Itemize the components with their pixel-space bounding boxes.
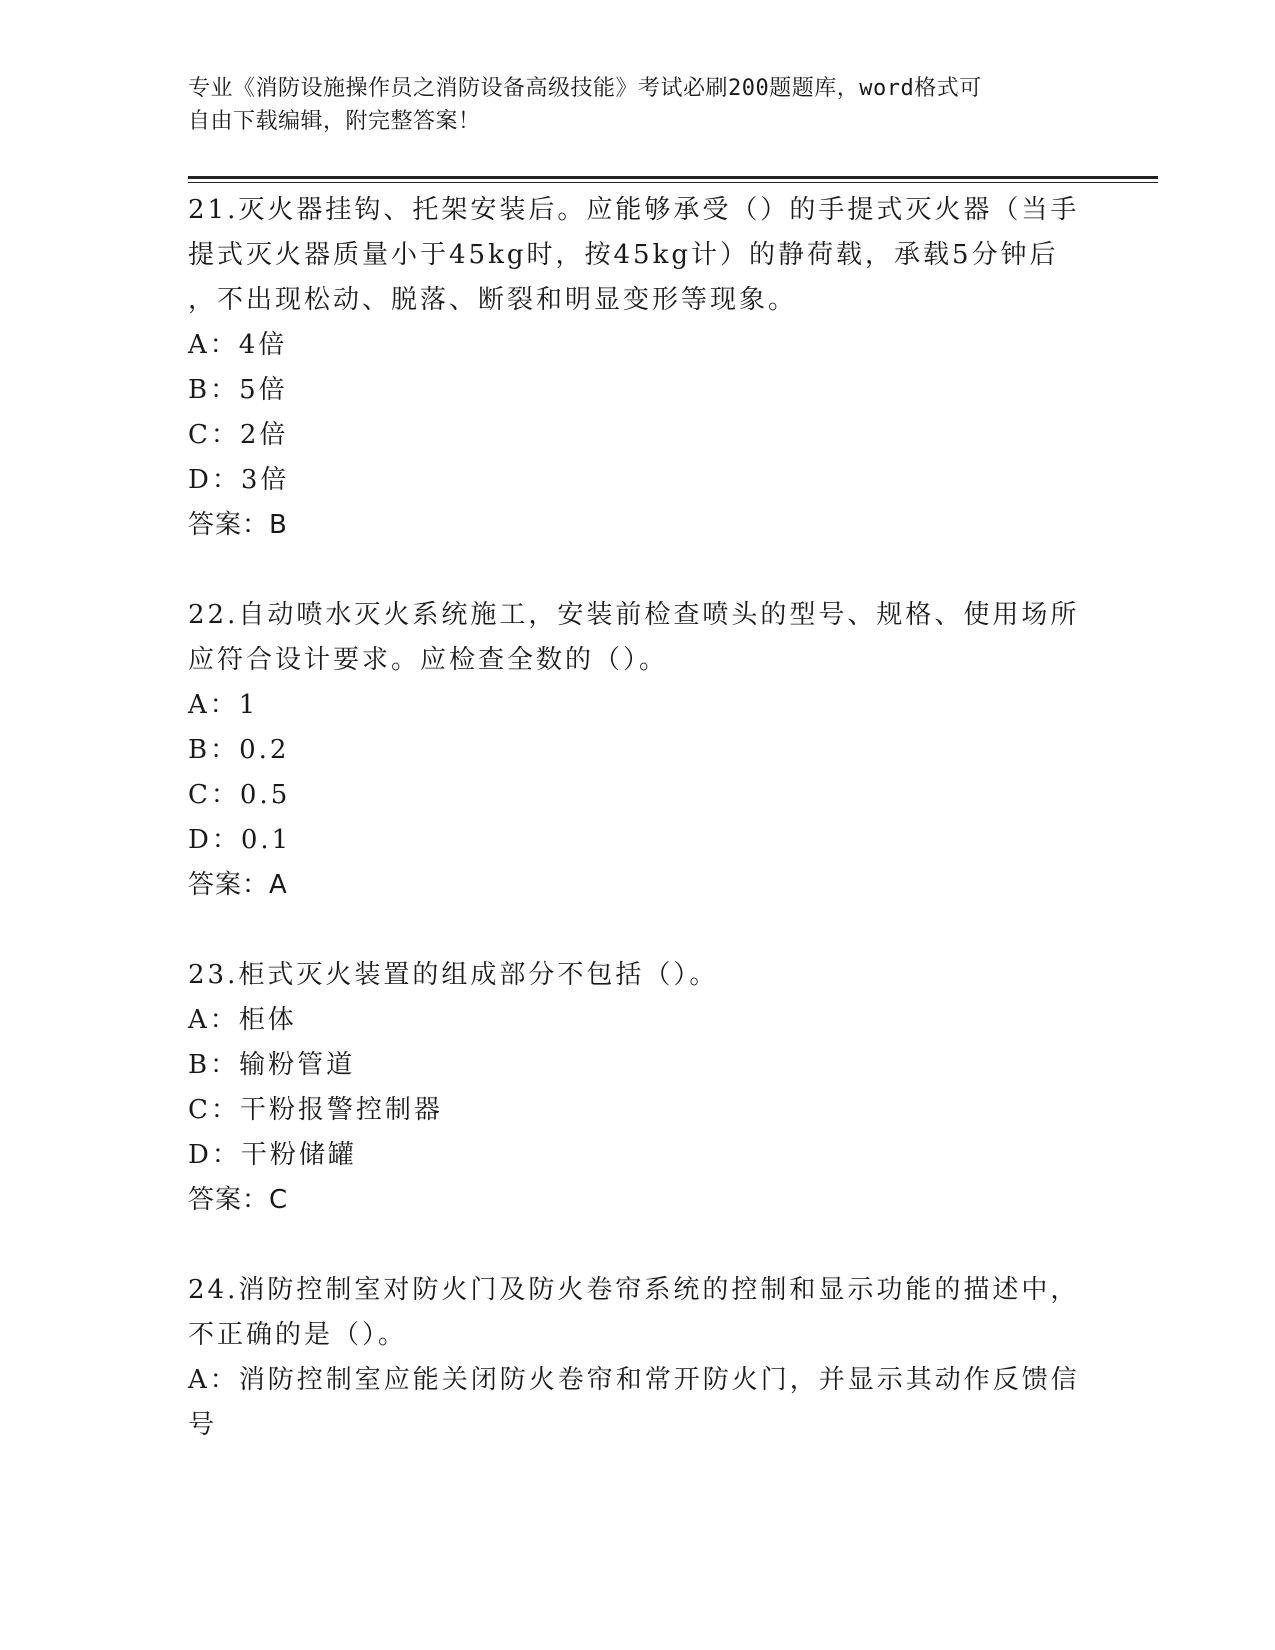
stem-line: 21.灭火器挂钩、托架安装后。应能够承受（）的手提式灭火器（当手	[188, 195, 1080, 225]
option-c: C：2倍	[188, 420, 289, 450]
document-header	[188, 72, 1068, 138]
question-22	[188, 593, 1088, 908]
header-divider-thick	[188, 176, 1158, 179]
answer: 答案：C	[188, 1185, 289, 1215]
stem-line: ，不出现松动、脱落、断裂和明显变形等现象。	[188, 285, 798, 315]
stem-line: 22.自动喷水灭火系统施工，安装前检查喷头的型号、规格、使用场所	[188, 600, 1080, 630]
question-list	[188, 188, 1088, 1448]
question-23	[188, 953, 1088, 1223]
option-d: D：0.1	[188, 825, 292, 855]
question-stem	[188, 188, 1088, 323]
header-divider-thin	[188, 182, 1158, 183]
question-stem	[188, 953, 1088, 998]
option-a: A：消防控制室应能关闭防火卷帘和常开防火门，并显示其动作反馈信	[188, 1365, 1080, 1395]
header-line-2: 自由下载编辑，附完整答案！	[188, 109, 481, 134]
option-a: A：1	[188, 690, 259, 720]
stem-line: 应符合设计要求。应检查全数的（）。	[188, 645, 669, 675]
header-line-1: 专业《消防设施操作员之消防设备高级技能》考试必刷200题题库，word格式可	[188, 76, 982, 101]
stem-line: 提式灭火器质量小于45kg时，按45kg计）的静荷载，承载5分钟后	[188, 240, 1059, 270]
answer: 答案：B	[188, 510, 288, 540]
answer: 答案：A	[188, 870, 288, 900]
question-stem	[188, 1268, 1088, 1358]
stem-line: 不正确的是（）。	[188, 1320, 408, 1350]
question-24	[188, 1268, 1088, 1448]
question-21	[188, 188, 1088, 548]
option-a-continued: 号	[188, 1410, 218, 1440]
option-a: A：柜体	[188, 1005, 297, 1035]
option-b: B：输粉管道	[188, 1050, 356, 1080]
option-c: C：干粉报警控制器	[188, 1095, 443, 1125]
question-stem	[188, 593, 1088, 683]
option-b: B：0.2	[188, 735, 290, 765]
option-d: D：干粉储罐	[188, 1140, 357, 1170]
stem-line: 24.消防控制室对防火门及防火卷帘系统的控制和显示功能的描述中，	[188, 1275, 1080, 1305]
option-b: B：5倍	[188, 375, 288, 405]
option-a: A：4倍	[188, 330, 288, 360]
option-d: D：3倍	[188, 465, 290, 495]
option-c: C：0.5	[188, 780, 291, 810]
stem-line: 23.柜式灭火装置的组成部分不包括（）。	[188, 960, 719, 990]
